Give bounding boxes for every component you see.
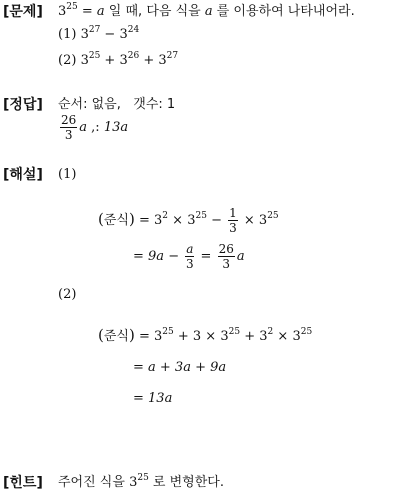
answer-values: $\frac{26}{3}$ a ,: 13a [61, 113, 129, 142]
hint-label: [힌트] [3, 475, 43, 491]
explanation-part-1-no: (1) [58, 167, 77, 182]
answer-meta: 순서: 없음, 갯수: 1 [58, 97, 176, 112]
problem-label: [문제] [3, 4, 43, 20]
explanation-part-2-line-2: = a + 3a + 9a [133, 360, 227, 375]
explanation-part-2-line-3: = 13a [133, 391, 173, 406]
explanation-label: [해설] [3, 167, 43, 183]
problem-item-1: (1) $3^{27} - 3^{24}$ [58, 25, 140, 42]
hint-text: 주어진 식을 $3^{25}$ 로 변형한다. [58, 473, 224, 490]
problem-item-2: (2) $3^{25} + 3^{26} + 3^{27}$ [58, 51, 179, 68]
answer-fraction: $\frac{26}{3}$ [61, 113, 77, 142]
answer-label: [정답] [3, 97, 43, 113]
explanation-part-1-line-2: = 9a − $\frac{a}{3}$ = $\frac{26}{3}$ a [133, 242, 245, 271]
explanation-part-2-no: (2) [58, 287, 77, 302]
explanation-part-1-line-1: (준식) = $3^2 \times 3^{25}$ − $\frac{1}{3}$ × $3^{25}$ [98, 206, 279, 235]
explanation-part-2-line-1: (준식) = $3^{25} + 3 \times 3^{25} + 3^2 \times 3^{25}$ [98, 326, 313, 344]
problem-stem: $3^{25} = a$ 일 때, 다음 식을 a 를 이용하여 나타내어라. [58, 2, 355, 19]
